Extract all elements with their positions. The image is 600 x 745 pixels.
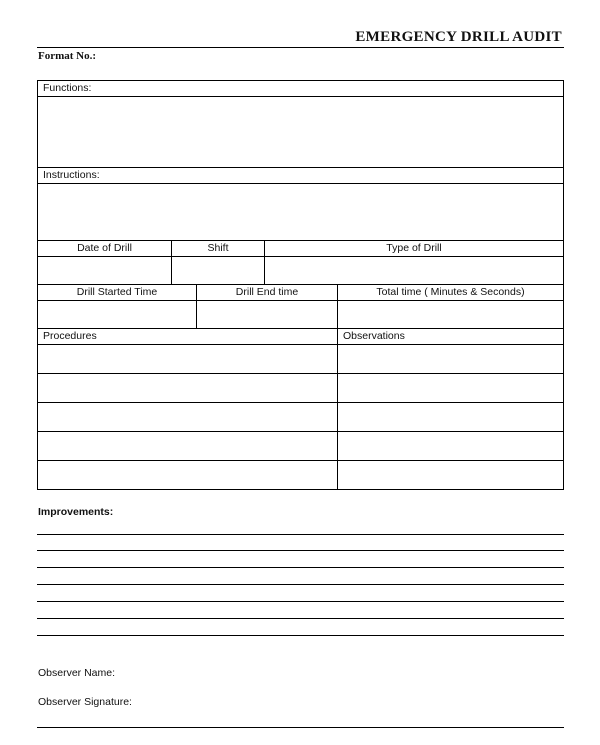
procedure-field[interactable]: [38, 374, 337, 402]
type-of-drill-field[interactable]: [265, 257, 563, 284]
instructions-field[interactable]: [38, 184, 563, 240]
observation-field[interactable]: [338, 432, 563, 460]
drill-started-time-field[interactable]: [38, 301, 196, 328]
instructions-label: Instructions:: [43, 169, 100, 181]
type-of-drill-label: Type of Drill: [386, 242, 442, 254]
improvement-line[interactable]: [37, 618, 564, 619]
improvement-line[interactable]: [37, 601, 564, 602]
drill-end-time-label: Drill End time: [235, 286, 299, 298]
date-of-drill-field[interactable]: [38, 257, 171, 284]
observer-name-field[interactable]: [120, 664, 564, 682]
shift-field[interactable]: [172, 257, 264, 284]
total-time-label: Total time ( Minutes & Seconds): [376, 286, 525, 298]
page-title: EMERGENCY DRILL AUDIT: [355, 29, 562, 45]
title-rule: [37, 47, 564, 48]
total-time-field[interactable]: [338, 301, 563, 328]
observations-label: Observations: [343, 330, 405, 342]
functions-label: Functions:: [43, 82, 92, 94]
observation-field[interactable]: [338, 345, 563, 373]
bottom-rule: [37, 727, 564, 728]
procedure-field[interactable]: [38, 345, 337, 373]
procedure-field[interactable]: [38, 403, 337, 431]
date-of-drill-label: Date of Drill: [77, 242, 132, 254]
format-number-label: Format No.:: [38, 50, 97, 62]
drill-started-time-label: Drill Started Time: [76, 286, 158, 298]
observation-field[interactable]: [338, 374, 563, 402]
observer-signature-field[interactable]: [135, 693, 564, 711]
procedure-field[interactable]: [38, 432, 337, 460]
observer-name-label: Observer Name:: [38, 667, 116, 679]
improvement-line[interactable]: [37, 534, 564, 535]
observation-field[interactable]: [338, 461, 563, 489]
shift-label: Shift: [207, 242, 229, 254]
observation-field[interactable]: [338, 403, 563, 431]
functions-field[interactable]: [38, 97, 563, 167]
improvement-line[interactable]: [37, 550, 564, 551]
procedures-label: Procedures: [43, 330, 97, 342]
procedure-field[interactable]: [38, 461, 337, 489]
improvement-line[interactable]: [37, 635, 564, 636]
observer-signature-label: Observer Signature:: [38, 696, 132, 708]
drill-end-time-field[interactable]: [197, 301, 337, 328]
row-divider: [37, 167, 564, 168]
improvements-label: Improvements:: [38, 506, 114, 518]
row-divider: [37, 328, 564, 329]
improvement-line[interactable]: [37, 584, 564, 585]
improvement-line[interactable]: [37, 567, 564, 568]
